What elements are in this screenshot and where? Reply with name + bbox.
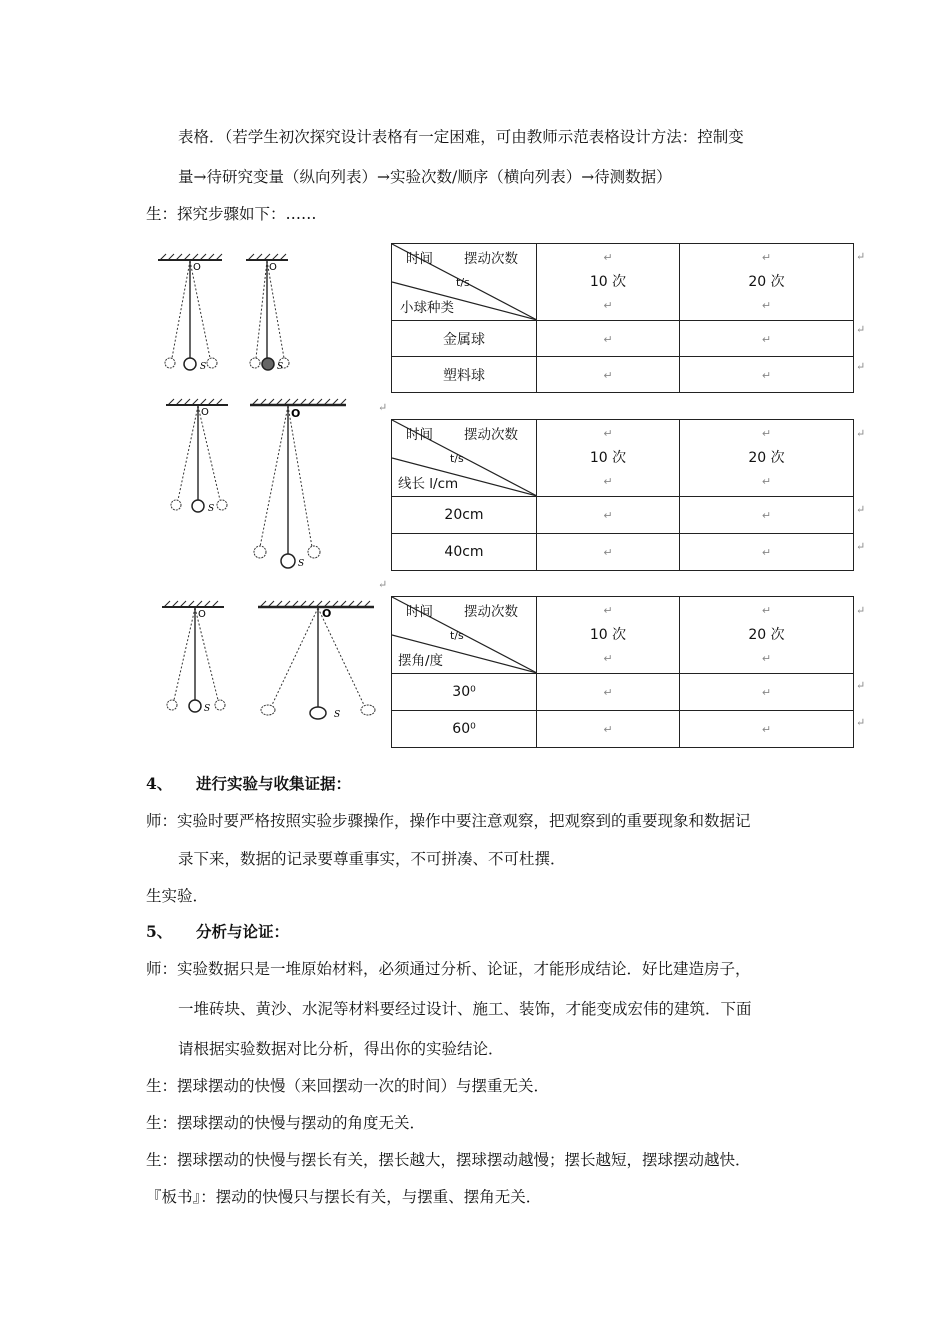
data-table-swing-angle [391, 596, 854, 748]
table-row-label: 60⁰ [392, 711, 537, 748]
section-5-line-1: 师：实验数据只是一堆原始材料，必须通过分析、论证，才能形成结论．好比建造房子， [146, 960, 751, 978]
section-4-heading: 4、 进行实验与收集证据： [146, 774, 352, 793]
row-end-mark: ↵ [856, 716, 866, 729]
svg-text:O: O [291, 407, 301, 420]
row-end-mark: ↵ [856, 540, 866, 553]
header-time-label: 时间 [406, 251, 433, 267]
table-row-label: 金属球 [392, 321, 537, 357]
row-end-mark: ↵ [856, 360, 866, 373]
col-header-10: ↵ 10 次 ↵ [537, 420, 680, 497]
row-end-mark: ↵ [856, 323, 866, 336]
table-row-label: 20cm [392, 497, 537, 534]
data-table-ball-type [391, 243, 854, 393]
header-row-label: 摆角/度 [398, 653, 444, 669]
table-cell: ↵ [680, 357, 854, 393]
paragraph-mark: ↵ [378, 578, 388, 591]
table-header-diagonal [392, 244, 537, 321]
section-4-line-1: 师：实验时要严格按照实验步骤操作，操作中要注意观察，把观察到的重要现象和数据记 [146, 812, 751, 830]
svg-text:O: O [269, 262, 277, 273]
header-time-label: 时间 [406, 427, 433, 443]
col-header-20: ↵ 20 次 ↵ [680, 597, 854, 674]
svg-text:S: S [200, 362, 207, 372]
section-5-line-3: 请根据实验数据对比分析，得出你的实验结论． [178, 1040, 504, 1058]
header-count-label: 摆动次数 [464, 604, 518, 620]
table-row-label: 30⁰ [392, 674, 537, 711]
section-5-heading: 5、 分析与论证： [146, 922, 290, 941]
col-header-20: ↵ 20 次 ↵ [680, 244, 854, 321]
table-cell: ↵ [537, 534, 680, 571]
table-cell: ↵ [680, 711, 854, 748]
intro-line-2: 量→待研究变量（纵向列表）→实验次数/顺序（横向列表）→待测数据） [178, 168, 672, 186]
col-header-20: ↵ 20 次 ↵ [680, 420, 854, 497]
data-table-string-length [391, 419, 854, 571]
pendulum-figure-length [160, 395, 350, 575]
table-cell: ↵ [537, 674, 680, 711]
table-cell: ↵ [537, 711, 680, 748]
intro-line-3: 生：探究步骤如下：…… [146, 205, 317, 223]
row-end-mark: ↵ [856, 427, 866, 440]
section-5-line-2: 一堆砖块、黄沙、水泥等材料要经过设计、施工、装饰，才能变成宏伟的建筑．下面 [178, 1000, 752, 1018]
table-cell: ↵ [537, 321, 680, 357]
svg-text:O: O [322, 607, 332, 620]
header-time-label: 时间 [406, 604, 433, 620]
paragraph-mark: ↵ [378, 401, 388, 414]
table-cell: ↵ [680, 674, 854, 711]
section-4-line-2: 录下来，数据的记录要尊重事实，不可拼凑、不可杜撰． [178, 850, 566, 868]
pendulum-figure-mass [150, 250, 290, 380]
section-4-line-3: 生实验． [146, 887, 209, 905]
svg-text:O: O [201, 407, 209, 418]
section-5-line-5: 生：摆球摆动的快慢与摆动的角度无关． [146, 1114, 426, 1132]
intro-line-1: 表格．（若学生初次探究设计表格有一定困难，可由教师示范表格设计方法：控制变 [178, 128, 744, 146]
table-row-label: 塑料球 [392, 357, 537, 393]
row-end-mark: ↵ [856, 604, 866, 617]
pendulum-figure-angle [158, 597, 378, 722]
header-count-label: 摆动次数 [464, 427, 518, 443]
section-5-line-7: 『板书』：摆动的快慢只与摆长有关，与摆重、摆角无关． [146, 1188, 542, 1206]
svg-text:S: S [208, 504, 215, 514]
table-header-diagonal [392, 420, 537, 497]
table-cell: ↵ [680, 534, 854, 571]
section-5-line-4: 生：摆球摆动的快慢（来回摆动一次的时间）与摆重无关． [146, 1077, 550, 1095]
row-end-mark: ↵ [856, 250, 866, 263]
svg-text:S: S [298, 559, 305, 569]
table-cell: ↵ [680, 497, 854, 534]
table-cell: ↵ [537, 497, 680, 534]
header-unit-label: t/s [450, 629, 464, 642]
svg-text:O: O [198, 609, 206, 620]
row-end-mark: ↵ [856, 503, 866, 516]
col-header-10: ↵ 10 次 ↵ [537, 597, 680, 674]
svg-text:S: S [334, 710, 341, 720]
svg-text:S: S [277, 362, 284, 372]
header-count-label: 摆动次数 [464, 251, 518, 267]
svg-text:O: O [193, 262, 201, 273]
svg-text:S: S [204, 704, 211, 714]
table-row-label: 40cm [392, 534, 537, 571]
header-unit-label: t/s [450, 452, 464, 465]
col-header-10: ↵ 10 次 ↵ [537, 244, 680, 321]
header-unit-label: t/s [456, 276, 470, 289]
table-header-diagonal [392, 597, 537, 674]
table-cell: ↵ [537, 357, 680, 393]
header-row-label: 小球种类 [400, 300, 454, 316]
header-row-label: 线长 l/cm [398, 476, 459, 492]
table-cell: ↵ [680, 321, 854, 357]
section-5-line-6: 生：摆球摆动的快慢与摆长有关，摆长越大，摆球摆动越慢；摆长越短，摆球摆动越快． [146, 1151, 751, 1169]
row-end-mark: ↵ [856, 679, 866, 692]
